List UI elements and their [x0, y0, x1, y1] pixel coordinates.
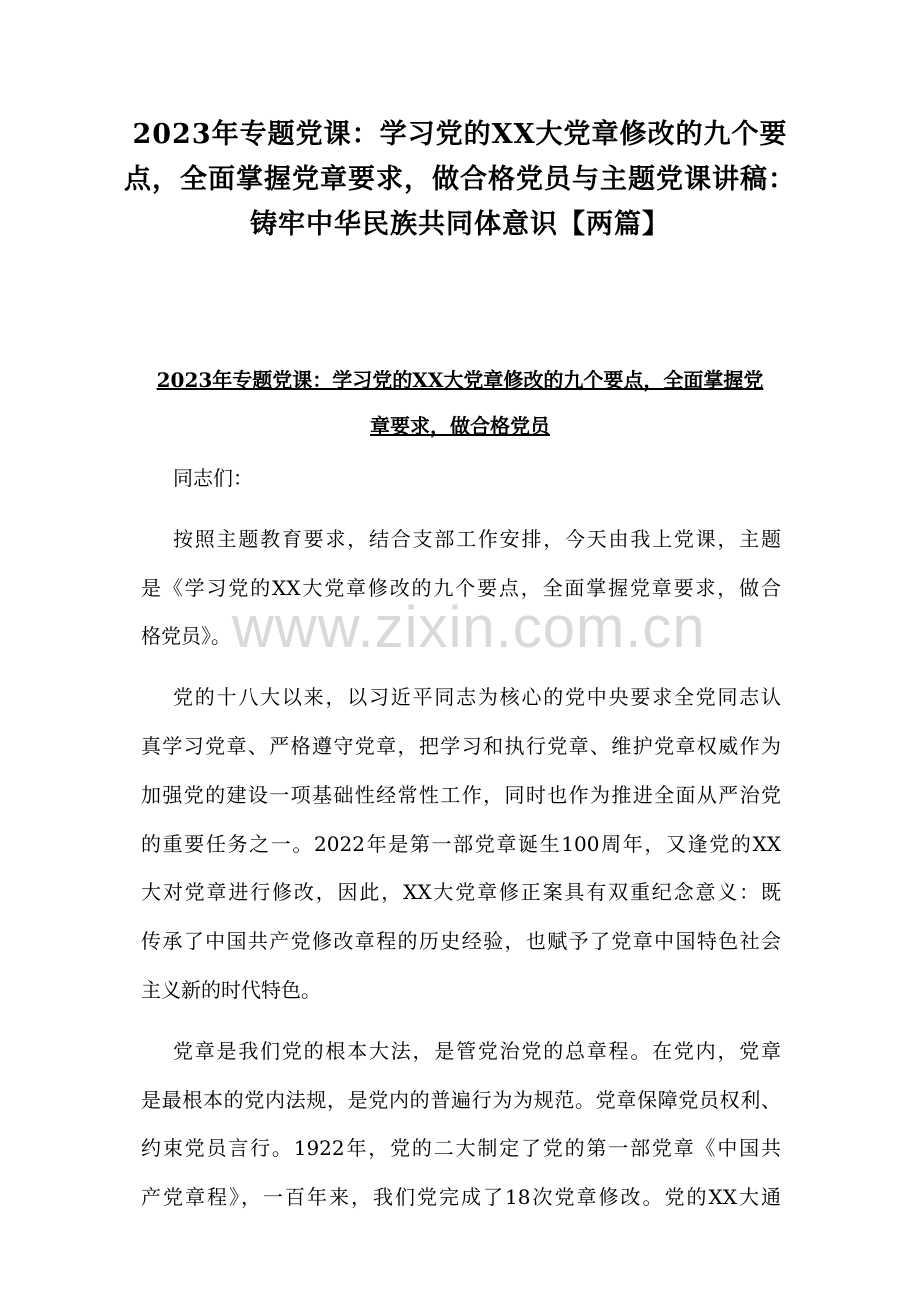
heading-line: 章要求，做合格党员 [370, 414, 550, 438]
title-line: 铸牢中华民族共同体意识【两篇】 [250, 209, 670, 240]
body-line: 真学习党章、严格遵守党章，把学习和执行党章、维护党章权威作为 [141, 733, 781, 758]
body-line: 产党章程》，一百年来，我们党完成了18次党章修改。党的XX大通 [141, 1185, 781, 1210]
body-line: 加强党的建设一项基础性经常性工作，同时也作为推进全面从严治党 [141, 782, 781, 807]
body-line: 的重要任务之一。2022年是第一部党章诞生100周年，又逢党的XX [141, 831, 781, 856]
document-title [120, 112, 800, 247]
body-line: 传承了中国共产党修改章程的历史经验，也赋予了党章中国特色社会 [141, 929, 781, 954]
body-line: 约束党员言行。1922年，党的二大制定了党的第一部党章《中国共 [141, 1136, 781, 1161]
watermark: www.zixin.com.cn [232, 595, 706, 660]
salutation: 同志们： [173, 466, 253, 490]
body-line: 大对党章进行修改，因此，XX大党章修正案具有双重纪念意义：既 [141, 880, 781, 905]
body-line: 按照主题教育要求，结合支部工作安排，今天由我上党课，主题 [173, 526, 781, 551]
body-line: 是最根本的党内法规，是党内的普遍行为为规范。党章保障党员权利、 [141, 1087, 781, 1112]
body-line: 主义新的时代特色。 [141, 977, 321, 1002]
body-line: 党的十八大以来，以习近平同志为核心的党中央要求全党同志认 [173, 685, 781, 710]
section-heading [130, 357, 790, 449]
body-line: 是《学习党的XX大党章修改的九个要点，全面掌握党章要求，做合 [141, 575, 781, 600]
heading-line: 2023年专题党课：学习党的XX大党章修改的九个要点，全面掌握党 [156, 368, 764, 392]
body-line: 格党员》。 [141, 624, 231, 649]
title-line: 2023年专题党课：学习党的XX大党章修改的九个要 [132, 119, 788, 150]
body-line: 党章是我们党的根本大法，是管党治党的总章程。在党内，党章 [173, 1038, 781, 1063]
document-body [141, 454, 781, 1222]
title-line: 点，全面掌握党章要求，做合格党员与主题党课讲稿： [124, 164, 796, 195]
